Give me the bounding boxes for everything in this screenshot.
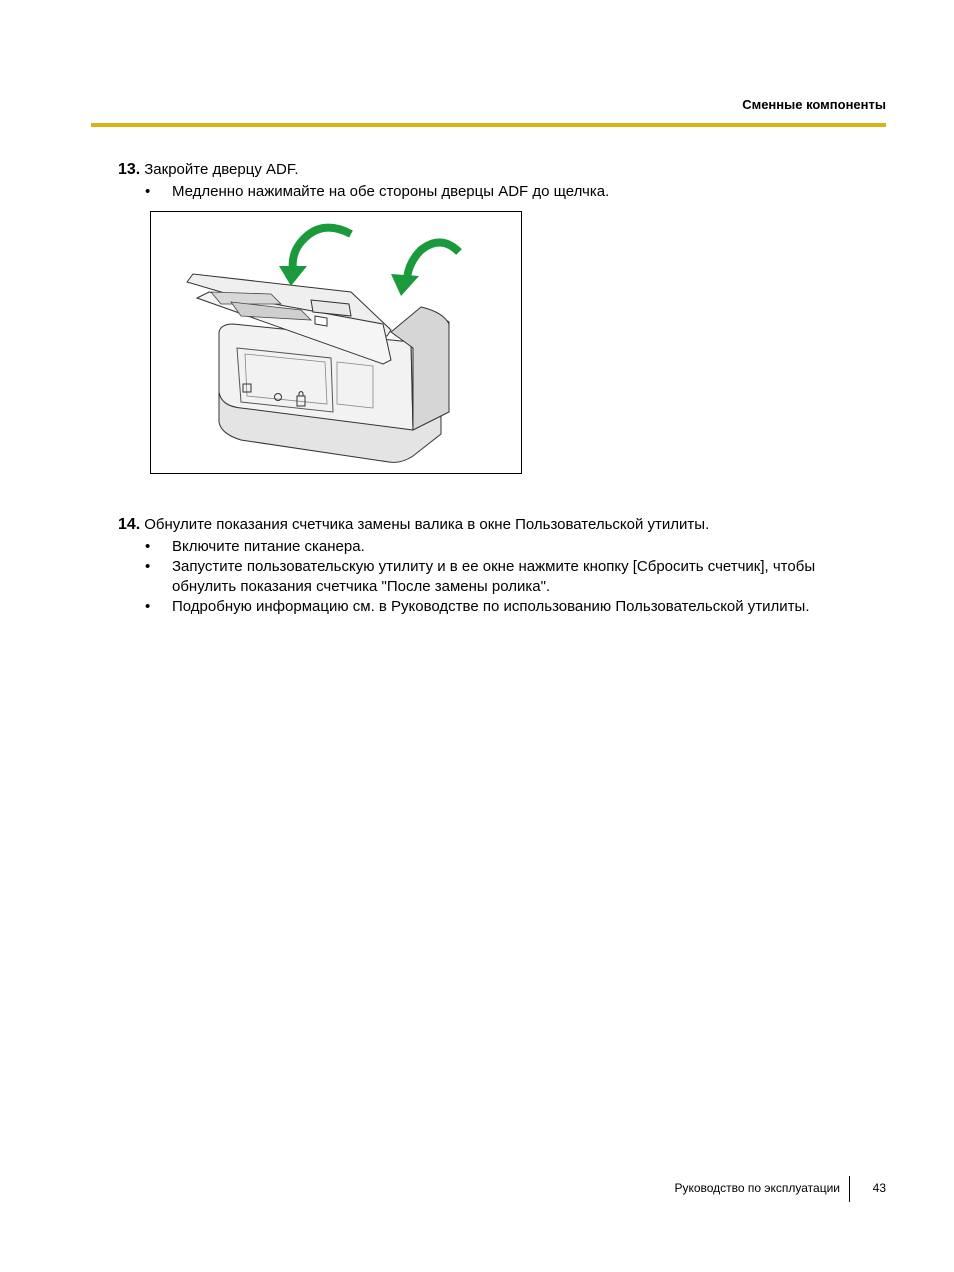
bullet-text: Включите питание сканера. — [172, 538, 365, 555]
scanner-illustration — [151, 212, 521, 473]
list-item — [118, 597, 878, 617]
list-item — [118, 182, 878, 202]
arrow-head-icon — [391, 274, 419, 296]
footer-manual-name: Руководство по эксплуатации — [674, 1181, 840, 1195]
footer-divider — [849, 1176, 850, 1202]
step-13 — [118, 160, 878, 202]
scanner-figure — [150, 211, 522, 474]
section-title: Сменные компоненты — [742, 97, 886, 112]
curved-arrow-icon — [293, 228, 351, 270]
step-14-bullets — [118, 537, 878, 617]
bullet-text: Подробную информацию см. в Руководстве по использованию Пользовательской утилиты. — [172, 598, 810, 615]
bullet-text: Запустите пользовательскую утилиту и в ее окне нажмите кнопку [Сбросить счетчик], чтобы обнулить показания счетчика "После замены ролика". — [172, 558, 816, 595]
step-13-bullets — [118, 182, 878, 202]
bullet-text: Медленно нажимайте на обе стороны дверцы ADF до щелчка. — [172, 183, 610, 200]
list-item — [118, 537, 878, 557]
step-number: 13. — [118, 161, 141, 178]
step-14 — [118, 515, 878, 617]
step-text: Обнулите показания счетчика замены валика в окне Пользовательской утилиты. — [144, 516, 710, 533]
page-number: 43 — [872, 1181, 886, 1195]
arrow-head-icon — [279, 266, 307, 286]
bullet-icon: • — [145, 538, 151, 555]
step-number: 14. — [118, 516, 141, 533]
bullet-icon: • — [145, 598, 151, 615]
bullet-icon: • — [145, 183, 151, 200]
list-item — [118, 557, 878, 597]
header-rule — [91, 123, 886, 127]
bullet-icon: • — [145, 558, 151, 575]
step-text: Закройте дверцу ADF. — [144, 161, 299, 178]
